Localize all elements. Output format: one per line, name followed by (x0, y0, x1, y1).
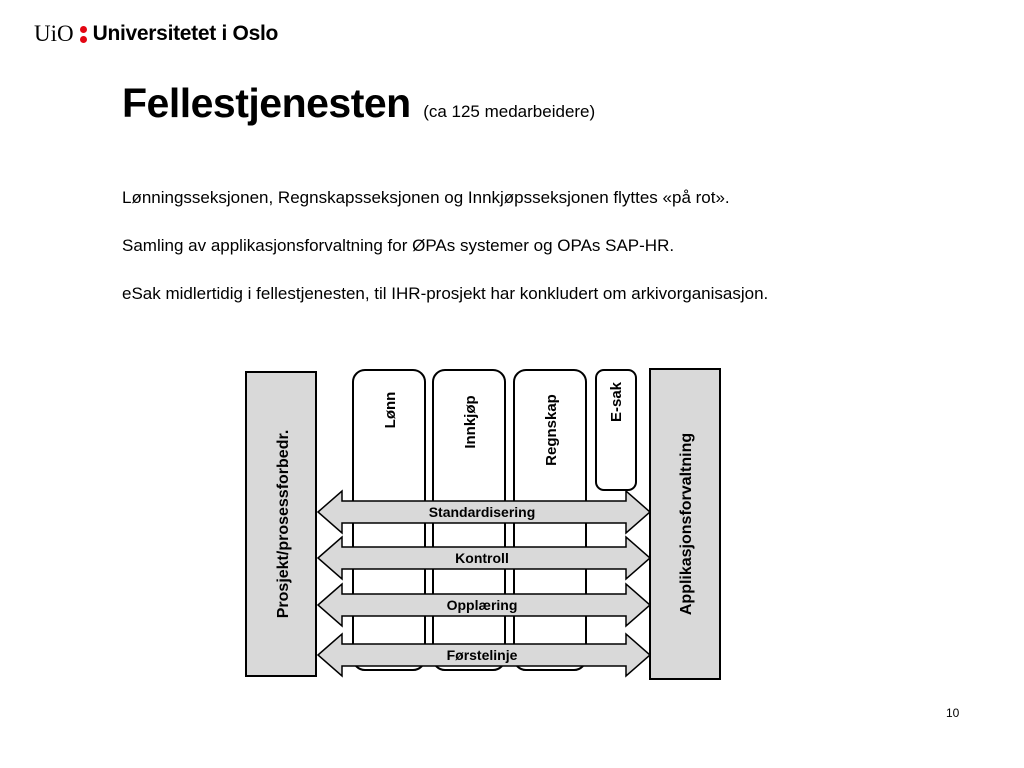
uio-logo (34, 20, 278, 48)
paragraph-1: Lønningsseksjonen, Regnskapsseksjonen og Innkjøpsseksjonen flyttes «på rot». (122, 188, 730, 207)
column-label-innkjop: Innkjøp (462, 395, 479, 449)
page-number: 10 (946, 706, 960, 720)
arrow-label-forstelinje: Førstelinje (446, 647, 518, 663)
column-label-regnskap: Regnskap (543, 394, 560, 466)
arrow-label-opplaering: Opplæring (446, 597, 518, 613)
right-box-label: Applikasjonsforvaltning (678, 432, 695, 616)
arrow-label-standardisering: Standardisering (428, 504, 536, 520)
left-box-label: Prosjekt/prosessforbedr. (275, 429, 292, 619)
logo-dots-icon (80, 24, 87, 44)
organization-diagram (240, 362, 730, 684)
paragraph-2: Samling av applikasjonsforvaltning for ØPAs systemer og OPAs SAP-HR. (122, 236, 675, 255)
column-label-esak: E-sak (608, 381, 625, 423)
column-label-lonn: Lønn (382, 391, 399, 429)
slide-title (122, 80, 595, 127)
logo-name: Universitetet i Oslo (92, 22, 279, 45)
slide-title-text: Fellestjenesten (122, 80, 411, 126)
logo-short: UiO (34, 21, 74, 46)
paragraph-3: eSak midlertidig i fellestjenesten, til IHR-prosjekt har konkludert om arkivorganisasjon. (122, 284, 769, 303)
arrow-label-kontroll: Kontroll (455, 550, 509, 566)
slide-subtitle: (ca 125 medarbeidere) (423, 102, 596, 121)
